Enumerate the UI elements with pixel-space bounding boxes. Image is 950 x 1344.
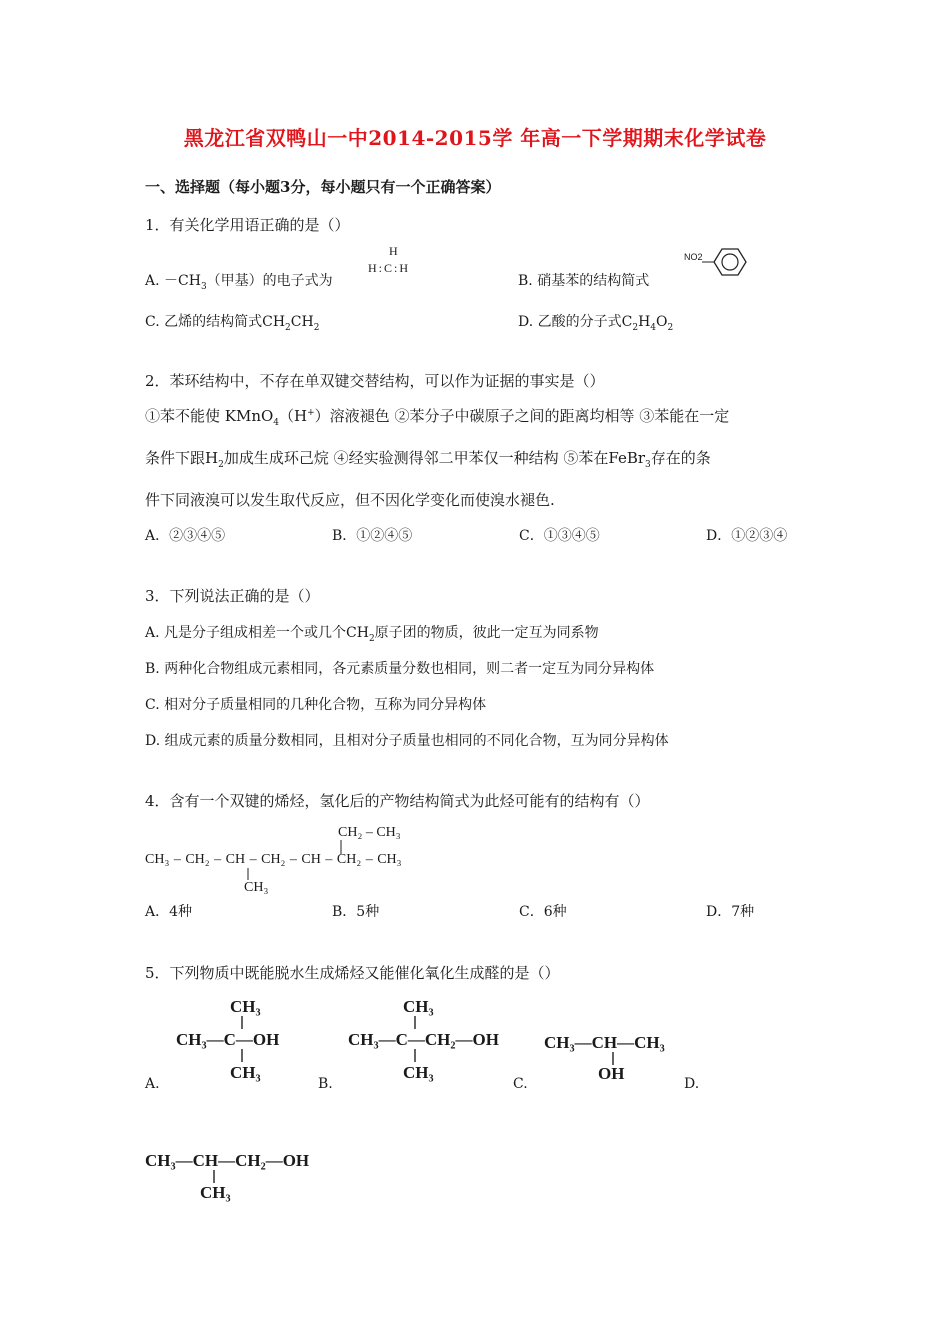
q5-a-row: CH₃—C—OH [176,1030,280,1049]
q2-stem: 2．苯环结构中，不存在单双键交替结构，可以作为证据的事实是（） [145,372,605,390]
q4-formula-top: CH₂ – CH₃ [338,825,401,840]
page-title: 黑龙江省双鸭山一中2014-2015学 年高一下学期期末化学试卷 [183,126,767,150]
nitrobenzene-ring-icon [700,244,756,280]
q2-line-3: 件下同液溴可以发生取代反应，但不因化学变化而使溴水褪色. [145,491,555,509]
q4-option-b: B．5种 [332,904,380,920]
q5-label-d: D. [684,1076,700,1092]
q3-option-a: A. 凡是分子组成相差一个或几个$CH_2$原子团的物质，彼此一定互为同系物 [145,625,599,644]
q5-b-row: CH₃—C—CH₂—OH [348,1030,499,1049]
q5-b-bond-up [414,1016,418,1030]
q5-b-top: CH₃ [403,997,434,1016]
q2-option-b: B．①②④⑤ [332,528,413,544]
q3-stem: 3．下列说法正确的是（） [145,587,320,605]
q3-option-b: B. 两种化合物组成元素相同，各元素质量分数也相同，则二者一定互为同分异构体 [145,661,655,677]
q2-option-a: A．②③④⑤ [145,528,226,544]
q5-a-bond-down [241,1049,245,1063]
q5-d-bottom: CH₃ [200,1183,231,1202]
q5-a-bottom: CH₃ [230,1063,261,1082]
q5-label-a: A. [145,1076,160,1092]
q3-option-c: C. 相对分子质量相同的几种化合物，互称为同分异构体 [145,697,487,713]
q4-option-d: D．7种 [706,904,755,920]
section-heading: 一、选择题（每小题3分，每小题只有一个正确答案） [145,178,501,196]
q1-option-a: A. $-CH_3$（甲基）的电子式为 [145,273,333,292]
q1-stem: 1．有关化学用语正确的是（） [145,216,350,234]
nitro-label: NO2 [684,252,703,262]
q1-option-d: D. 乙酸的分子式$C_2H_4O_2$ [518,314,674,333]
q4-option-c: C．6种 [519,904,567,920]
q5-label-b: B. [318,1076,333,1092]
q5-d-bond-down [213,1170,217,1184]
q2-option-c: C．①③④⑤ [519,528,600,544]
q4-formula-bottom: CH₃ [244,880,269,895]
q5-a-bond-up [241,1016,245,1030]
q4-stem: 4．含有一个双键的烯烃，氢化后的产物结构简式为此烃可能有的结构有（） [145,792,650,810]
q1-option-b: B. 硝基苯的结构简式 [518,273,650,289]
q5-c-bottom: OH [598,1064,625,1083]
q1-option-c: C. 乙烯的结构简式$CH_2CH_2$ [145,314,320,333]
q3-option-d: D. 组成元素的质量分数相同，且相对分子质量也相同的不同化合物，互为同分异构体 [145,733,669,749]
q5-d-row: CH₃—CH—CH₂—OH [145,1151,310,1170]
q2-line-1: ①苯不能使 KMnO$_4$（H+）溶液褪色 ②苯分子中碳原子之间的距离均相等 ③苯能在一定 [145,407,730,428]
q5-label-c: C. [513,1076,528,1092]
q5-stem: 5．下列物质中既能脱水生成烯烃又能催化氧化生成醛的是（） [145,964,560,982]
q2-option-d: D．①②③④ [706,528,788,544]
q4-formula-main: CH₃ – CH₂ – CH – CH₂ – CH – CH₂ – CH₃ [145,852,402,867]
q5-b-bottom: CH₃ [403,1063,434,1082]
q4-option-a: A．4种 [145,904,193,920]
q5-c-row: CH₃—CH—CH₃ [544,1033,665,1052]
q5-b-bond-down [414,1049,418,1063]
q5-a-top: CH₃ [230,997,261,1016]
q2-line-2: 条件下跟$H_2$加成生成环己烷 ④经实验测得邻二甲苯仅一种结构 ⑤苯在FeBr$_3$存在的条 [145,449,711,470]
